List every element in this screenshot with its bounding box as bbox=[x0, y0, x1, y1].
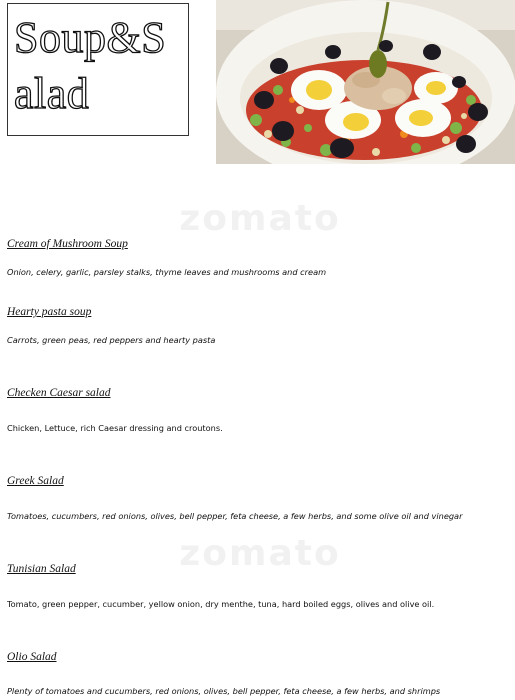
menu-item-name: Checken Caesar salad bbox=[7, 387, 111, 399]
watermark: zomato bbox=[179, 533, 341, 574]
menu-item-description: Carrots, green peas, red peppers and hearty pasta bbox=[7, 335, 216, 345]
menu-item-description: Chicken, Lettuce, rich Caesar dressing and croutons. bbox=[7, 423, 223, 433]
menu-item-name: Olio Salad bbox=[7, 651, 57, 663]
menu-item-description: Tomato, green pepper, cucumber, yellow onion, dry menthe, tuna, hard boiled eggs, olives and olive oil. bbox=[7, 599, 435, 609]
menu-title-line-2: alad bbox=[14, 69, 90, 118]
salad-photo bbox=[216, 0, 515, 164]
menu-item-description: Plenty of tomatoes and cucumbers, red onions, olives, bell pepper, feta cheese, a few herbs, and shrimps bbox=[7, 686, 441, 696]
salad-bowl-image bbox=[216, 0, 515, 164]
menu-item-description: Onion, celery, garlic, parsley stalks, thyme leaves and mushrooms and cream bbox=[7, 267, 327, 277]
menu-item-name: Greek Salad bbox=[7, 475, 64, 487]
watermark: zomato bbox=[179, 198, 341, 239]
menu-item-name: Tunisian Salad bbox=[7, 563, 76, 575]
menu-item-name: Hearty pasta soup bbox=[7, 306, 92, 318]
menu-item-description: Tomatoes, cucumbers, red onions, olives, bell pepper, feta cheese, a few herbs, and some olive oil and vinegar bbox=[7, 511, 463, 521]
menu-title bbox=[7, 3, 189, 136]
menu-item-name: Cream of Mushroom Soup bbox=[7, 238, 128, 250]
menu-title-line-1: Soup&S bbox=[14, 13, 167, 62]
